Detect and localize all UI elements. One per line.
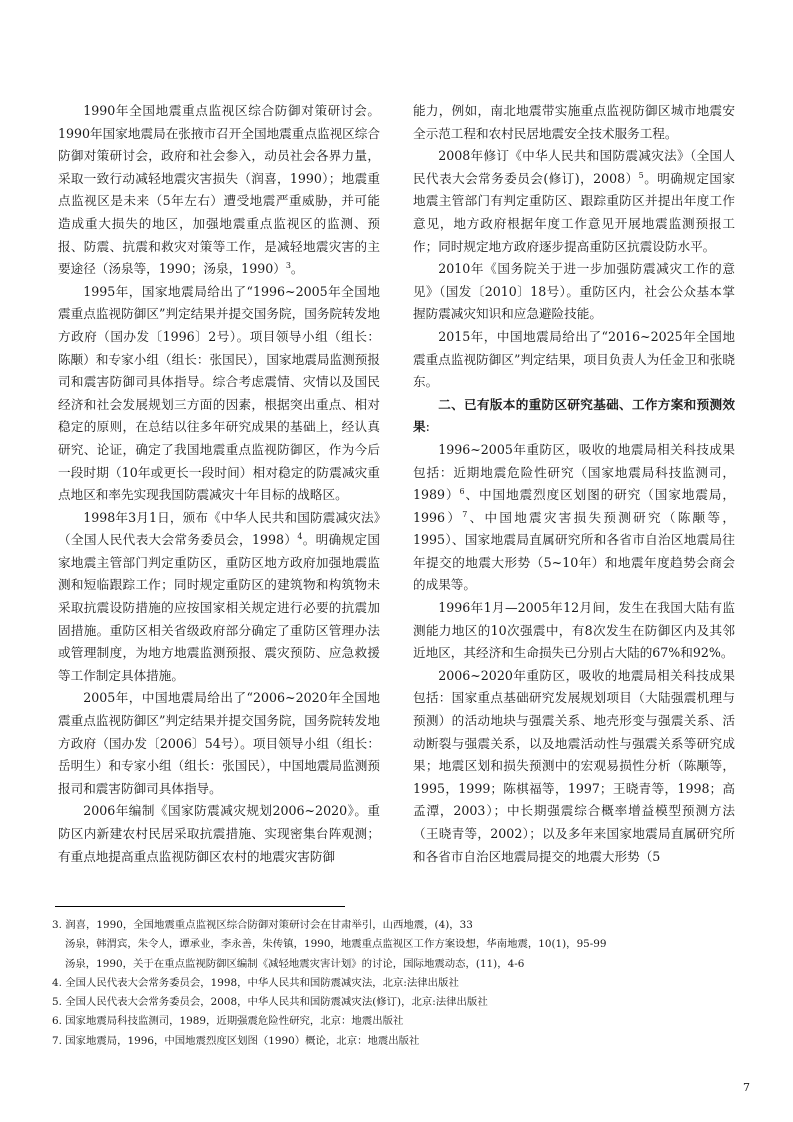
footnote: 汤泉，韩渭宾，朱令人，谭承业，李永善，朱传镇，1990，地震重点监视区工作方案设想，华南地震，10(1)，95-99: [65, 938, 607, 951]
right-column: [413, 100, 735, 868]
footnote: 6. 国家地震局科技监测司，1989，近期强震危险性研究，北京：地震出版社: [52, 1015, 404, 1028]
paragraph: 1990年全国地震重点监视区综合防御对策研讨会。1990年国家地震局在张掖市召开全国地震重点监视区综合防御对策研讨会，政府和社会参入，动员社会各界力量，采取一致行动减轻地震灾害损失（润喜，1990）；地震重点监视区是未来（5年左右）遭受地震严重威胁，并可能造成重大损失的地区，加强地震重点监视区的监测、预报、防震、抗震和救灾对策等工作，是减轻地震灾害的主要途径（汤泉等，1990；汤泉，1990）$^3$。: [58, 103, 380, 277]
paragraph: 2006年编制《国家防震减灾规划2006~2020》。重防区内新建农村民居采取抗震措施、实现密集台阵观测；有重点地提高重点监视防御区农村的地震灾害防御: [58, 803, 380, 864]
footnote: 汤泉，1990，关于在重点监视防御区编制《减轻地震灾害计划》的讨论，国际地震动态，(11)，4-6: [65, 957, 525, 970]
page-number: 7: [743, 1081, 750, 1094]
footnote: 3. 润喜，1990，全国地震重点监视区综合防御对策研讨会在甘肃举引，山西地震，(4)，33: [52, 919, 473, 931]
paragraph: 2008年修订《中华人民共和国防震减灾法》（全国人民代表大会常务委员会(修订)，2008）$^5$。明确规定国家地震主管部门有判定重防区、跟踪重防区并提出年度工作意见，地方政府根据年度工作意见开展地震监测预报工作；同时规定地方政府逐步提高重防区抗震设防水平。: [413, 148, 735, 254]
footnote-divider: [55, 906, 345, 907]
footnote: 7. 国家地震局，1996，中国地震烈度区划图（1990）概论，北京：地震出版社: [52, 1034, 420, 1047]
paragraph: 1995年，国家地震局给出了“1996~2005年全国地震重点监视防御区”判定结果并提交国务院，国务院转发地方政府（国办发〔1996〕2号）。项目领导小组（组长：陈颙）和专家小组（组长：张国民），国家地震局监测预报司和震害防御司具体指导。综合考虑震情、灾情以及国民经济和社会发展规划三方面的因素，根据突出重点、相对稳定的原则，在总结以往多年研究成果的基础上，经认真研究、论证，确定了我国地震重点监视防御区，作为今后一段时期（10年或更长一段时间）相对稳定的防震减灾重点地区和率先实现我国防震减灾十年目标的战略区。: [58, 283, 380, 503]
paragraph: 能力，例如，南北地震带实施重点监视防御区城市地震安全示范工程和农村民居地震安全技术服务工程。: [413, 103, 735, 141]
paragraph: 1996~2005年重防区，吸收的地震局相关科技成果包括：近期地震危险性研究（国家地震局科技监测司，1989）$^6$、中国地震烈度区划图的研究（国家地震局，1996）$^7$、中国地震灾害损失预测研究（陈颙等，1995）、国家地震局直属研究所和各省市自治区地震局往年提交的地震大形势（5~10年）和地震年度趋势会商会的成果等。: [413, 441, 735, 593]
section-heading: 二、已有版本的重防区研究基础、工作方案和预测效果:: [413, 396, 735, 435]
paragraph: 2015年，中国地震局给出了“2016~2025年全国地震重点监视防御区”判定结果，项目负责人为任金卫和张晓东。: [413, 328, 735, 390]
paragraph: 2006~2020年重防区，吸收的地震局相关科技成果包括：国家重点基础研究发展规划项目（大陆强震机理与预测）的活动地块与强震关系、地壳形变与强震关系、活动断裂与强震关系，以及地震活动性与强震关系等研究成果；地震区划和损失预测中的宏观易损性分析（陈颙等，1995，1999；陈棋福等，1997；王晓青等，1998；高孟潭，2003）；中长期强震综合概率增益模型预测方法（王晓青等，2002）；以及多年来国家地震局直属研究所和各省市自治区地震局提交的地震大形势（5: [413, 667, 735, 864]
paragraph: 1996年1月—2005年12月间，发生在我国大陆有监测能力地区的10次强震中，有8次发生在防御区内及其邻近地区，其经济和生命损失已分别占大陆的67%和92%。: [413, 600, 735, 661]
paragraph: 2005年，中国地震局给出了“2006~2020年全国地震重点监视防御区”判定结果并提交国务院，国务院转发地方政府（国办发〔2006〕54号）。项目领导小组（组长：岳明生）和专家小组（组长：张国民），中国地震局监测预报司和震害防御司具体指导。: [58, 690, 380, 796]
paragraph: 1998年3月1日，颁布《中华人民共和国防震减灾法》（全国人民代表大会常务委员会，1998）$^4$。明确规定国家地震主管部门判定重防区，重防区地方政府加强地震监测和短临跟踪工作；同时规定重防区的建筑物和构筑物未采取抗震设防措施的应按国家相关规定进行必要的抗震加固措施。重防区相关省级政府部分确定了重防区管理办法或管理制度，为地方地震监测预报、震灾预防、应急救援等工作制定具体措施。: [58, 509, 380, 683]
footnotes: [52, 916, 752, 1051]
footnote: 4. 全国人民代表大会常务委员会，1998，中华人民共和国防震减灾法，北京:法律出版社: [52, 976, 459, 989]
footnote: 5. 全国人民代表大会常务委员会，2008，中华人民共和国防震减灾法(修订)，北京:法律出版社: [52, 996, 488, 1009]
left-column: [58, 100, 380, 868]
paragraph: 2010年《国务院关于进一步加强防震减灾工作的意见》（国发〔2010〕18号）。重防区内，社会公众基本掌握防震减灾知识和应急避险技能。: [413, 261, 735, 322]
